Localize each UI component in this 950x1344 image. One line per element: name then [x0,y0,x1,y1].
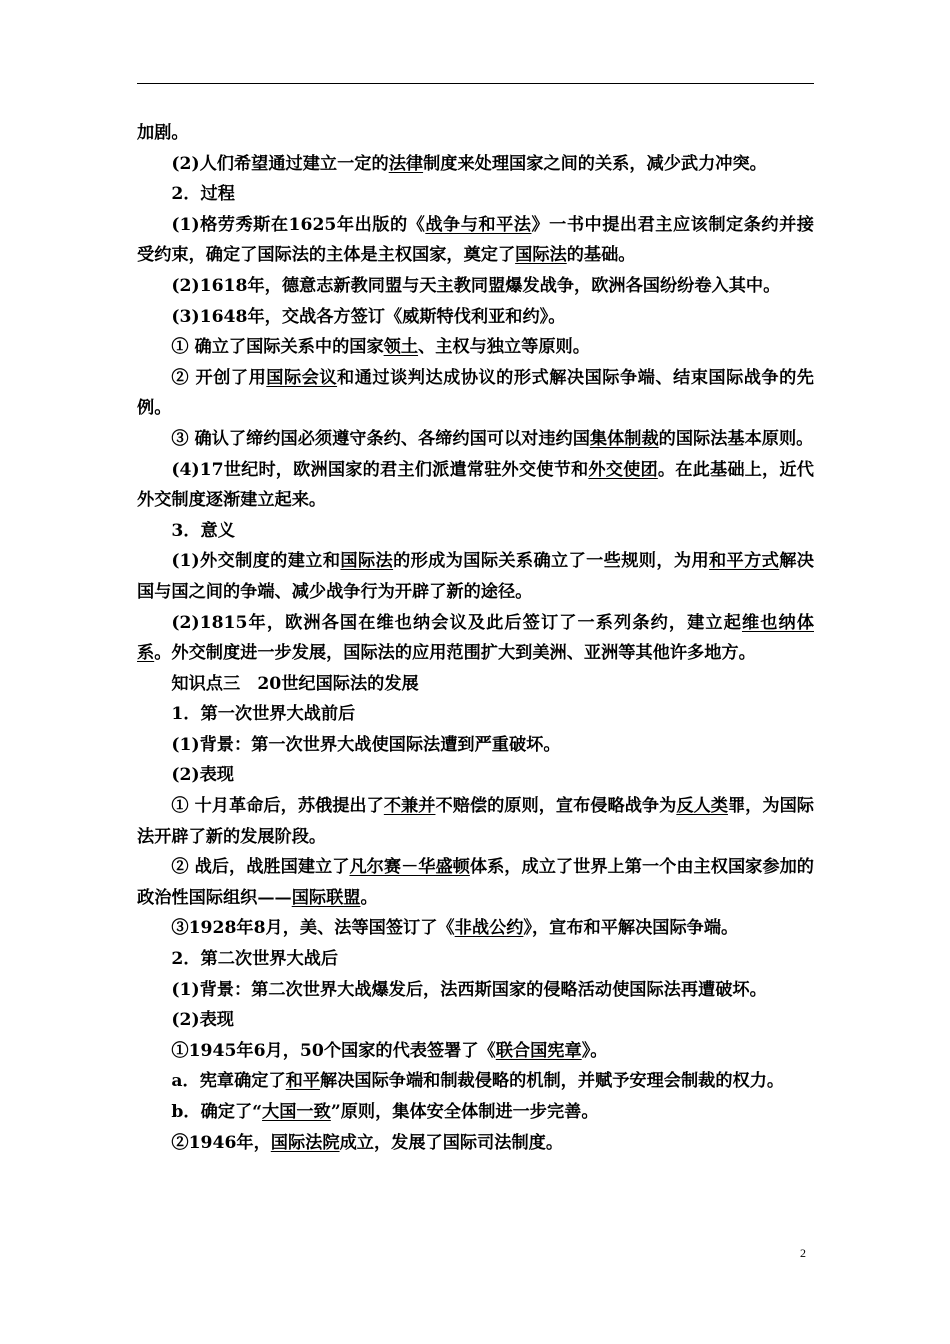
paragraph: 加剧。 [137,123,189,143]
paragraph: a．宪章确定了和平解决国际争端和制裁侵略的机制，并赋予安理会制裁的权力。 [171,1071,785,1092]
underlined-term: 国际法 [515,245,567,266]
underlined-term: 法律 [388,153,424,174]
underlined-term: 国际会议 [266,367,338,388]
underlined-term: 维也纳体系 [137,612,814,664]
paragraph: (2)人们希望通过建立一定的法律制度来处理国家之间的关系，减少武力冲突。 [171,153,767,174]
underlined-term: 反人类 [676,796,728,817]
paragraph: (4)17世纪时，欧洲国家的君主们派遣常驻外交使节和外交使团。在此基础上，近代外交制度逐渐建立起来。 [137,459,814,511]
underlined-term: 国际法 [340,551,394,572]
header-rule [137,83,814,84]
paragraph: ① 十月革命后，苏俄提出了不兼并不赔偿的原则，宣布侵略战争为反人类罪，为国际法开辟了新的发展阶段。 [137,796,814,847]
underlined-term: 凡尔赛－华盛顿 [349,857,470,878]
section-heading: 3．意义 [171,520,235,541]
paragraph: ②1946年，国际法院成立，发展了国际司法制度。 [171,1132,564,1153]
paragraph: (2)表现 [171,1010,234,1031]
underlined-term: 和平方式 [709,551,780,572]
paragraph: (1)格劳秀斯在1625年出版的《战争与和平法》一书中提出君主应该制定条约并接受约束，确定了国际法的主体是主权国家，奠定了国际法的基础。 [137,214,814,266]
underlined-term: 非战公约 [454,918,524,939]
knowledge-point-heading: 知识点三 20世纪国际法的发展 [171,673,419,694]
underlined-term: 国际法院 [270,1132,340,1153]
underlined-term: 战争与和平法 [425,214,532,235]
section-heading: 2．第二次世界大战后 [171,949,339,970]
underlined-term: 大国一致 [262,1102,331,1122]
paragraph: (2)1618年，德意志新教同盟与天主教同盟爆发战争，欧洲各国纷纷卷入其中。 [171,275,781,296]
underlined-term: 领土 [383,337,419,358]
paragraph: (1)外交制度的建立和国际法的形成为国际关系确立了一些规则，为用和平方式解决国与国之间的争端、减少战争行为开辟了新的途径。 [137,551,814,602]
paragraph: ③ 确认了缔约国必须遵守条约、各缔约国可以对违约国集体制裁的国际法基本原则。 [171,428,814,449]
paragraph: (1)背景：第一次世界大战使国际法遭到严重破坏。 [171,734,561,755]
page-number: 2 [800,1246,806,1260]
paragraph: (3)1648年，交战各方签订《威斯特伐利亚和约》。 [171,306,566,327]
underlined-term: 外交使团 [588,459,658,480]
paragraph: ② 开创了用国际会议和通过谈判达成协议的形式解决国际争端、结束国际战争的先例。 [137,367,814,419]
section-heading: 1．第一次世界大战前后 [171,704,356,725]
paragraph: (1)背景：第二次世界大战爆发后，法西斯国家的侵略活动使国际法再遭破坏。 [171,979,767,1000]
paragraph: ② 战后，战胜国建立了凡尔赛－华盛顿体系，成立了世界上第一个由主权国家参加的政治性国际组织——国际联盟。 [137,857,814,908]
page-content [137,118,814,1158]
paragraph: (2)表现 [171,765,234,786]
paragraph: b．确定了“大国一致”原则，集体安全体制进一步完善。 [171,1102,599,1122]
underlined-term: 不兼并 [383,796,436,817]
paragraph: ③1928年8月，美、法等国签订了《非战公约》，宣布和平解决国际争端。 [171,918,739,939]
section-heading: 2．过程 [171,184,235,205]
underlined-term: 国际联盟 [291,887,361,908]
underlined-term: 集体制裁 [589,428,659,449]
paragraph: ①1945年6月，50个国家的代表签署了《联合国宪章》。 [171,1040,608,1061]
paragraph: (2)1815年，欧洲各国在维也纳会议及此后签订了一系列条约，建立起维也纳体系。外交制度进一步发展，国际法的应用范围扩大到美洲、亚洲等其他许多地方。 [137,612,814,664]
underlined-term: 联合国宪章 [495,1040,582,1061]
paragraph: ① 确立了国际关系中的国家领土、主权与独立等原则。 [171,337,590,358]
underlined-term: 和平 [285,1071,321,1092]
